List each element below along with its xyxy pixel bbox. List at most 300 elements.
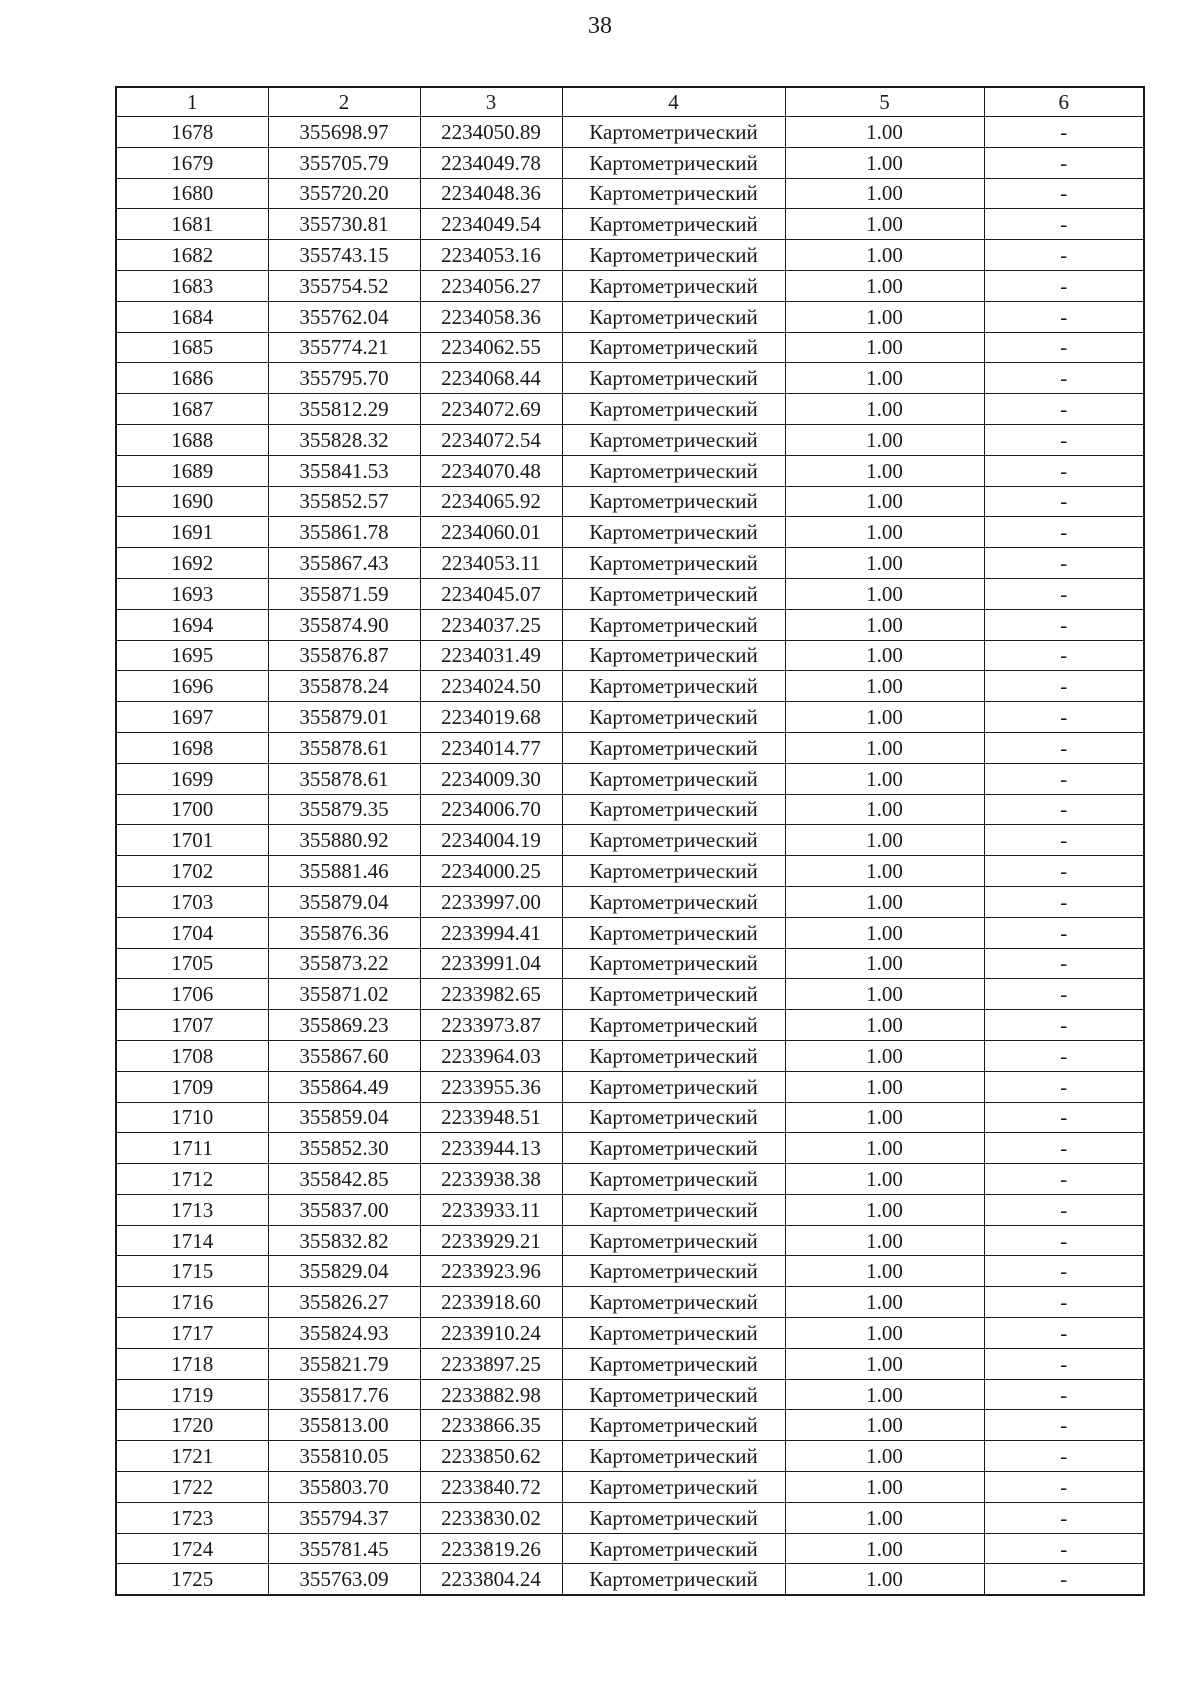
table-row	[116, 147, 1144, 178]
table-row	[116, 640, 1144, 671]
y-coordinate-cell: 2234004.19	[420, 825, 562, 856]
x-coordinate-cell: 355879.35	[268, 794, 420, 825]
note-cell: -	[984, 825, 1144, 856]
method-cell: Картометрический	[562, 856, 785, 887]
point-number-cell: 1698	[116, 732, 268, 763]
accuracy-cell: 1.00	[785, 702, 984, 733]
method-cell: Картометрический	[562, 948, 785, 979]
point-number-cell: 1715	[116, 1256, 268, 1287]
point-number-cell: 1697	[116, 702, 268, 733]
point-number-cell: 1678	[116, 117, 268, 148]
note-cell: -	[984, 1379, 1144, 1410]
table-row	[116, 178, 1144, 209]
method-cell: Картометрический	[562, 578, 785, 609]
table-row	[116, 1256, 1144, 1287]
y-coordinate-cell: 2233997.00	[420, 886, 562, 917]
y-coordinate-cell: 2234058.36	[420, 301, 562, 332]
y-coordinate-cell: 2233819.26	[420, 1533, 562, 1564]
x-coordinate-cell: 355754.52	[268, 270, 420, 301]
method-cell: Картометрический	[562, 886, 785, 917]
y-coordinate-cell: 2234065.92	[420, 486, 562, 517]
table-row	[116, 1071, 1144, 1102]
method-cell: Картометрический	[562, 1287, 785, 1318]
y-coordinate-cell: 2233944.13	[420, 1133, 562, 1164]
x-coordinate-cell: 355859.04	[268, 1102, 420, 1133]
note-cell: -	[984, 1564, 1144, 1595]
accuracy-cell: 1.00	[785, 1318, 984, 1349]
method-cell: Картометрический	[562, 455, 785, 486]
x-coordinate-cell: 355878.61	[268, 732, 420, 763]
note-cell: -	[984, 1441, 1144, 1472]
column-header: 1	[116, 87, 268, 117]
point-number-cell: 1716	[116, 1287, 268, 1318]
accuracy-cell: 1.00	[785, 1410, 984, 1441]
x-coordinate-cell: 355832.82	[268, 1225, 420, 1256]
point-number-cell: 1682	[116, 240, 268, 271]
note-cell: -	[984, 363, 1144, 394]
accuracy-cell: 1.00	[785, 825, 984, 856]
x-coordinate-cell: 355879.04	[268, 886, 420, 917]
x-coordinate-cell: 355824.93	[268, 1318, 420, 1349]
y-coordinate-cell: 2233982.65	[420, 979, 562, 1010]
y-coordinate-cell: 2233973.87	[420, 1010, 562, 1041]
note-cell: -	[984, 486, 1144, 517]
method-cell: Картометрический	[562, 917, 785, 948]
accuracy-cell: 1.00	[785, 1102, 984, 1133]
accuracy-cell: 1.00	[785, 917, 984, 948]
accuracy-cell: 1.00	[785, 424, 984, 455]
note-cell: -	[984, 609, 1144, 640]
method-cell: Картометрический	[562, 117, 785, 148]
method-cell: Картометрический	[562, 178, 785, 209]
y-coordinate-cell: 2234048.36	[420, 178, 562, 209]
accuracy-cell: 1.00	[785, 886, 984, 917]
accuracy-cell: 1.00	[785, 1071, 984, 1102]
method-cell: Картометрический	[562, 609, 785, 640]
accuracy-cell: 1.00	[785, 548, 984, 579]
point-number-cell: 1700	[116, 794, 268, 825]
table-row	[116, 1194, 1144, 1225]
table-row	[116, 948, 1144, 979]
y-coordinate-cell: 2233897.25	[420, 1348, 562, 1379]
x-coordinate-cell: 355837.00	[268, 1194, 420, 1225]
method-cell: Картометрический	[562, 394, 785, 425]
accuracy-cell: 1.00	[785, 1533, 984, 1564]
note-cell: -	[984, 1318, 1144, 1349]
y-coordinate-cell: 2233994.41	[420, 917, 562, 948]
x-coordinate-cell: 355880.92	[268, 825, 420, 856]
x-coordinate-cell: 355774.21	[268, 332, 420, 363]
note-cell: -	[984, 1410, 1144, 1441]
point-number-cell: 1725	[116, 1564, 268, 1595]
table-row	[116, 424, 1144, 455]
x-coordinate-cell: 355841.53	[268, 455, 420, 486]
point-number-cell: 1723	[116, 1502, 268, 1533]
point-number-cell: 1712	[116, 1164, 268, 1195]
method-cell: Картометрический	[562, 1318, 785, 1349]
table-row	[116, 486, 1144, 517]
point-number-cell: 1691	[116, 517, 268, 548]
x-coordinate-cell: 355861.78	[268, 517, 420, 548]
y-coordinate-cell: 2234045.07	[420, 578, 562, 609]
point-number-cell: 1695	[116, 640, 268, 671]
note-cell: -	[984, 671, 1144, 702]
accuracy-cell: 1.00	[785, 1441, 984, 1472]
y-coordinate-cell: 2233929.21	[420, 1225, 562, 1256]
y-coordinate-cell: 2234019.68	[420, 702, 562, 733]
table-row	[116, 825, 1144, 856]
y-coordinate-cell: 2233910.24	[420, 1318, 562, 1349]
table-row	[116, 886, 1144, 917]
point-number-cell: 1710	[116, 1102, 268, 1133]
point-number-cell: 1692	[116, 548, 268, 579]
table-row	[116, 578, 1144, 609]
method-cell: Картометрический	[562, 1071, 785, 1102]
x-coordinate-cell: 355810.05	[268, 1441, 420, 1472]
x-coordinate-cell: 355869.23	[268, 1010, 420, 1041]
column-header: 5	[785, 87, 984, 117]
y-coordinate-cell: 2233948.51	[420, 1102, 562, 1133]
table-row	[116, 609, 1144, 640]
point-number-cell: 1679	[116, 147, 268, 178]
point-number-cell: 1707	[116, 1010, 268, 1041]
table-row	[116, 1410, 1144, 1441]
x-coordinate-cell: 355864.49	[268, 1071, 420, 1102]
method-cell: Картометрический	[562, 548, 785, 579]
note-cell: -	[984, 240, 1144, 271]
x-coordinate-cell: 355720.20	[268, 178, 420, 209]
y-coordinate-cell: 2234053.11	[420, 548, 562, 579]
table-row	[116, 1379, 1144, 1410]
method-cell: Картометрический	[562, 1348, 785, 1379]
x-coordinate-cell: 355821.79	[268, 1348, 420, 1379]
method-cell: Картометрический	[562, 1410, 785, 1441]
x-coordinate-cell: 355813.00	[268, 1410, 420, 1441]
note-cell: -	[984, 886, 1144, 917]
accuracy-cell: 1.00	[785, 332, 984, 363]
table-row	[116, 270, 1144, 301]
method-cell: Картометрический	[562, 1040, 785, 1071]
y-coordinate-cell: 2234060.01	[420, 517, 562, 548]
y-coordinate-cell: 2233933.11	[420, 1194, 562, 1225]
table-row	[116, 1502, 1144, 1533]
table-row	[116, 1164, 1144, 1195]
accuracy-cell: 1.00	[785, 794, 984, 825]
method-cell: Картометрический	[562, 1256, 785, 1287]
y-coordinate-cell: 2234006.70	[420, 794, 562, 825]
table-row	[116, 240, 1144, 271]
y-coordinate-cell: 2234009.30	[420, 763, 562, 794]
x-coordinate-cell: 355852.30	[268, 1133, 420, 1164]
method-cell: Картометрический	[562, 332, 785, 363]
point-number-cell: 1703	[116, 886, 268, 917]
note-cell: -	[984, 1225, 1144, 1256]
y-coordinate-cell: 2234072.69	[420, 394, 562, 425]
accuracy-cell: 1.00	[785, 732, 984, 763]
note-cell: -	[984, 794, 1144, 825]
column-header: 6	[984, 87, 1144, 117]
note-cell: -	[984, 548, 1144, 579]
y-coordinate-cell: 2233991.04	[420, 948, 562, 979]
note-cell: -	[984, 856, 1144, 887]
y-coordinate-cell: 2234000.25	[420, 856, 562, 887]
table-row	[116, 917, 1144, 948]
note-cell: -	[984, 1133, 1144, 1164]
accuracy-cell: 1.00	[785, 117, 984, 148]
x-coordinate-cell: 355762.04	[268, 301, 420, 332]
point-number-cell: 1717	[116, 1318, 268, 1349]
y-coordinate-cell: 2233938.38	[420, 1164, 562, 1195]
note-cell: -	[984, 1348, 1144, 1379]
accuracy-cell: 1.00	[785, 394, 984, 425]
x-coordinate-cell: 355828.32	[268, 424, 420, 455]
table-row	[116, 1010, 1144, 1041]
table-row	[116, 455, 1144, 486]
method-cell: Картометрический	[562, 1133, 785, 1164]
table-row	[116, 1225, 1144, 1256]
table-row	[116, 548, 1144, 579]
table-row	[116, 1533, 1144, 1564]
point-number-cell: 1720	[116, 1410, 268, 1441]
point-number-cell: 1705	[116, 948, 268, 979]
table-body	[116, 117, 1144, 1596]
method-cell: Картометрический	[562, 486, 785, 517]
table-row	[116, 1564, 1144, 1595]
method-cell: Картометрический	[562, 1379, 785, 1410]
note-cell: -	[984, 1164, 1144, 1195]
point-number-cell: 1680	[116, 178, 268, 209]
note-cell: -	[984, 1256, 1144, 1287]
method-cell: Картометрический	[562, 517, 785, 548]
accuracy-cell: 1.00	[785, 1379, 984, 1410]
coordinates-table	[115, 86, 1145, 1596]
x-coordinate-cell: 355698.97	[268, 117, 420, 148]
table-row	[116, 394, 1144, 425]
table-row	[116, 332, 1144, 363]
point-number-cell: 1713	[116, 1194, 268, 1225]
table-row	[116, 1133, 1144, 1164]
accuracy-cell: 1.00	[785, 1040, 984, 1071]
accuracy-cell: 1.00	[785, 1287, 984, 1318]
accuracy-cell: 1.00	[785, 1348, 984, 1379]
y-coordinate-cell: 2233866.35	[420, 1410, 562, 1441]
table-row	[116, 702, 1144, 733]
accuracy-cell: 1.00	[785, 1502, 984, 1533]
y-coordinate-cell: 2233923.96	[420, 1256, 562, 1287]
accuracy-cell: 1.00	[785, 609, 984, 640]
point-number-cell: 1708	[116, 1040, 268, 1071]
table-row	[116, 979, 1144, 1010]
accuracy-cell: 1.00	[785, 1164, 984, 1195]
note-cell: -	[984, 1071, 1144, 1102]
accuracy-cell: 1.00	[785, 486, 984, 517]
x-coordinate-cell: 355794.37	[268, 1502, 420, 1533]
point-number-cell: 1719	[116, 1379, 268, 1410]
accuracy-cell: 1.00	[785, 671, 984, 702]
note-cell: -	[984, 424, 1144, 455]
note-cell: -	[984, 301, 1144, 332]
accuracy-cell: 1.00	[785, 301, 984, 332]
point-number-cell: 1685	[116, 332, 268, 363]
accuracy-cell: 1.00	[785, 763, 984, 794]
method-cell: Картометрический	[562, 794, 785, 825]
point-number-cell: 1694	[116, 609, 268, 640]
accuracy-cell: 1.00	[785, 240, 984, 271]
point-number-cell: 1702	[116, 856, 268, 887]
x-coordinate-cell: 355867.43	[268, 548, 420, 579]
method-cell: Картометрический	[562, 363, 785, 394]
y-coordinate-cell: 2234037.25	[420, 609, 562, 640]
method-cell: Картометрический	[562, 1533, 785, 1564]
note-cell: -	[984, 763, 1144, 794]
accuracy-cell: 1.00	[785, 517, 984, 548]
method-cell: Картометрический	[562, 209, 785, 240]
x-coordinate-cell: 355812.29	[268, 394, 420, 425]
x-coordinate-cell: 355781.45	[268, 1533, 420, 1564]
y-coordinate-cell: 2233918.60	[420, 1287, 562, 1318]
note-cell: -	[984, 1502, 1144, 1533]
accuracy-cell: 1.00	[785, 455, 984, 486]
y-coordinate-cell: 2234014.77	[420, 732, 562, 763]
accuracy-cell: 1.00	[785, 1472, 984, 1503]
note-cell: -	[984, 702, 1144, 733]
table-row	[116, 1441, 1144, 1472]
x-coordinate-cell: 355795.70	[268, 363, 420, 394]
method-cell: Картометрический	[562, 1164, 785, 1195]
table-row	[116, 763, 1144, 794]
x-coordinate-cell: 355826.27	[268, 1287, 420, 1318]
point-number-cell: 1687	[116, 394, 268, 425]
method-cell: Картометрический	[562, 1010, 785, 1041]
x-coordinate-cell: 355867.60	[268, 1040, 420, 1071]
note-cell: -	[984, 455, 1144, 486]
y-coordinate-cell: 2233804.24	[420, 1564, 562, 1595]
table-row	[116, 1040, 1144, 1071]
x-coordinate-cell: 355876.87	[268, 640, 420, 671]
point-number-cell: 1699	[116, 763, 268, 794]
point-number-cell: 1696	[116, 671, 268, 702]
note-cell: -	[984, 117, 1144, 148]
accuracy-cell: 1.00	[785, 178, 984, 209]
y-coordinate-cell: 2233964.03	[420, 1040, 562, 1071]
method-cell: Картометрический	[562, 763, 785, 794]
table-row	[116, 301, 1144, 332]
accuracy-cell: 1.00	[785, 363, 984, 394]
x-coordinate-cell: 355743.15	[268, 240, 420, 271]
point-number-cell: 1704	[116, 917, 268, 948]
method-cell: Картометрический	[562, 825, 785, 856]
y-coordinate-cell: 2233840.72	[420, 1472, 562, 1503]
note-cell: -	[984, 147, 1144, 178]
x-coordinate-cell: 355705.79	[268, 147, 420, 178]
table-row	[116, 732, 1144, 763]
x-coordinate-cell: 355871.59	[268, 578, 420, 609]
point-number-cell: 1686	[116, 363, 268, 394]
x-coordinate-cell: 355881.46	[268, 856, 420, 887]
y-coordinate-cell: 2233850.62	[420, 1441, 562, 1472]
x-coordinate-cell: 355873.22	[268, 948, 420, 979]
accuracy-cell: 1.00	[785, 856, 984, 887]
y-coordinate-cell: 2234068.44	[420, 363, 562, 394]
x-coordinate-cell: 355817.76	[268, 1379, 420, 1410]
accuracy-cell: 1.00	[785, 147, 984, 178]
method-cell: Картометрический	[562, 640, 785, 671]
note-cell: -	[984, 1040, 1144, 1071]
note-cell: -	[984, 917, 1144, 948]
point-number-cell: 1724	[116, 1533, 268, 1564]
note-cell: -	[984, 1010, 1144, 1041]
point-number-cell: 1714	[116, 1225, 268, 1256]
table-row	[116, 1287, 1144, 1318]
point-number-cell: 1701	[116, 825, 268, 856]
x-coordinate-cell: 355763.09	[268, 1564, 420, 1595]
note-cell: -	[984, 1287, 1144, 1318]
method-cell: Картометрический	[562, 702, 785, 733]
note-cell: -	[984, 979, 1144, 1010]
accuracy-cell: 1.00	[785, 1225, 984, 1256]
table-row	[116, 1318, 1144, 1349]
point-number-cell: 1688	[116, 424, 268, 455]
accuracy-cell: 1.00	[785, 1564, 984, 1595]
point-number-cell: 1709	[116, 1071, 268, 1102]
table-row	[116, 1348, 1144, 1379]
method-cell: Картометрический	[562, 1472, 785, 1503]
method-cell: Картометрический	[562, 1225, 785, 1256]
point-number-cell: 1684	[116, 301, 268, 332]
x-coordinate-cell: 355803.70	[268, 1472, 420, 1503]
note-cell: -	[984, 517, 1144, 548]
method-cell: Картометрический	[562, 424, 785, 455]
method-cell: Картометрический	[562, 301, 785, 332]
accuracy-cell: 1.00	[785, 1194, 984, 1225]
note-cell: -	[984, 270, 1144, 301]
method-cell: Картометрический	[562, 270, 785, 301]
y-coordinate-cell: 2234062.55	[420, 332, 562, 363]
x-coordinate-cell: 355871.02	[268, 979, 420, 1010]
accuracy-cell: 1.00	[785, 948, 984, 979]
note-cell: -	[984, 1194, 1144, 1225]
point-number-cell: 1681	[116, 209, 268, 240]
table-row	[116, 671, 1144, 702]
table-row	[116, 1102, 1144, 1133]
x-coordinate-cell: 355874.90	[268, 609, 420, 640]
y-coordinate-cell: 2234056.27	[420, 270, 562, 301]
column-header: 2	[268, 87, 420, 117]
table-row	[116, 363, 1144, 394]
x-coordinate-cell: 355730.81	[268, 209, 420, 240]
y-coordinate-cell: 2234072.54	[420, 424, 562, 455]
note-cell: -	[984, 1472, 1144, 1503]
accuracy-cell: 1.00	[785, 640, 984, 671]
point-number-cell: 1690	[116, 486, 268, 517]
method-cell: Картометрический	[562, 1441, 785, 1472]
y-coordinate-cell: 2234031.49	[420, 640, 562, 671]
point-number-cell: 1706	[116, 979, 268, 1010]
method-cell: Картометрический	[562, 979, 785, 1010]
table-row	[116, 117, 1144, 148]
y-coordinate-cell: 2233955.36	[420, 1071, 562, 1102]
method-cell: Картометрический	[562, 240, 785, 271]
accuracy-cell: 1.00	[785, 1133, 984, 1164]
point-number-cell: 1718	[116, 1348, 268, 1379]
y-coordinate-cell: 2234049.78	[420, 147, 562, 178]
method-cell: Картометрический	[562, 671, 785, 702]
accuracy-cell: 1.00	[785, 209, 984, 240]
method-cell: Картометрический	[562, 147, 785, 178]
y-coordinate-cell: 2234070.48	[420, 455, 562, 486]
accuracy-cell: 1.00	[785, 578, 984, 609]
accuracy-cell: 1.00	[785, 1010, 984, 1041]
